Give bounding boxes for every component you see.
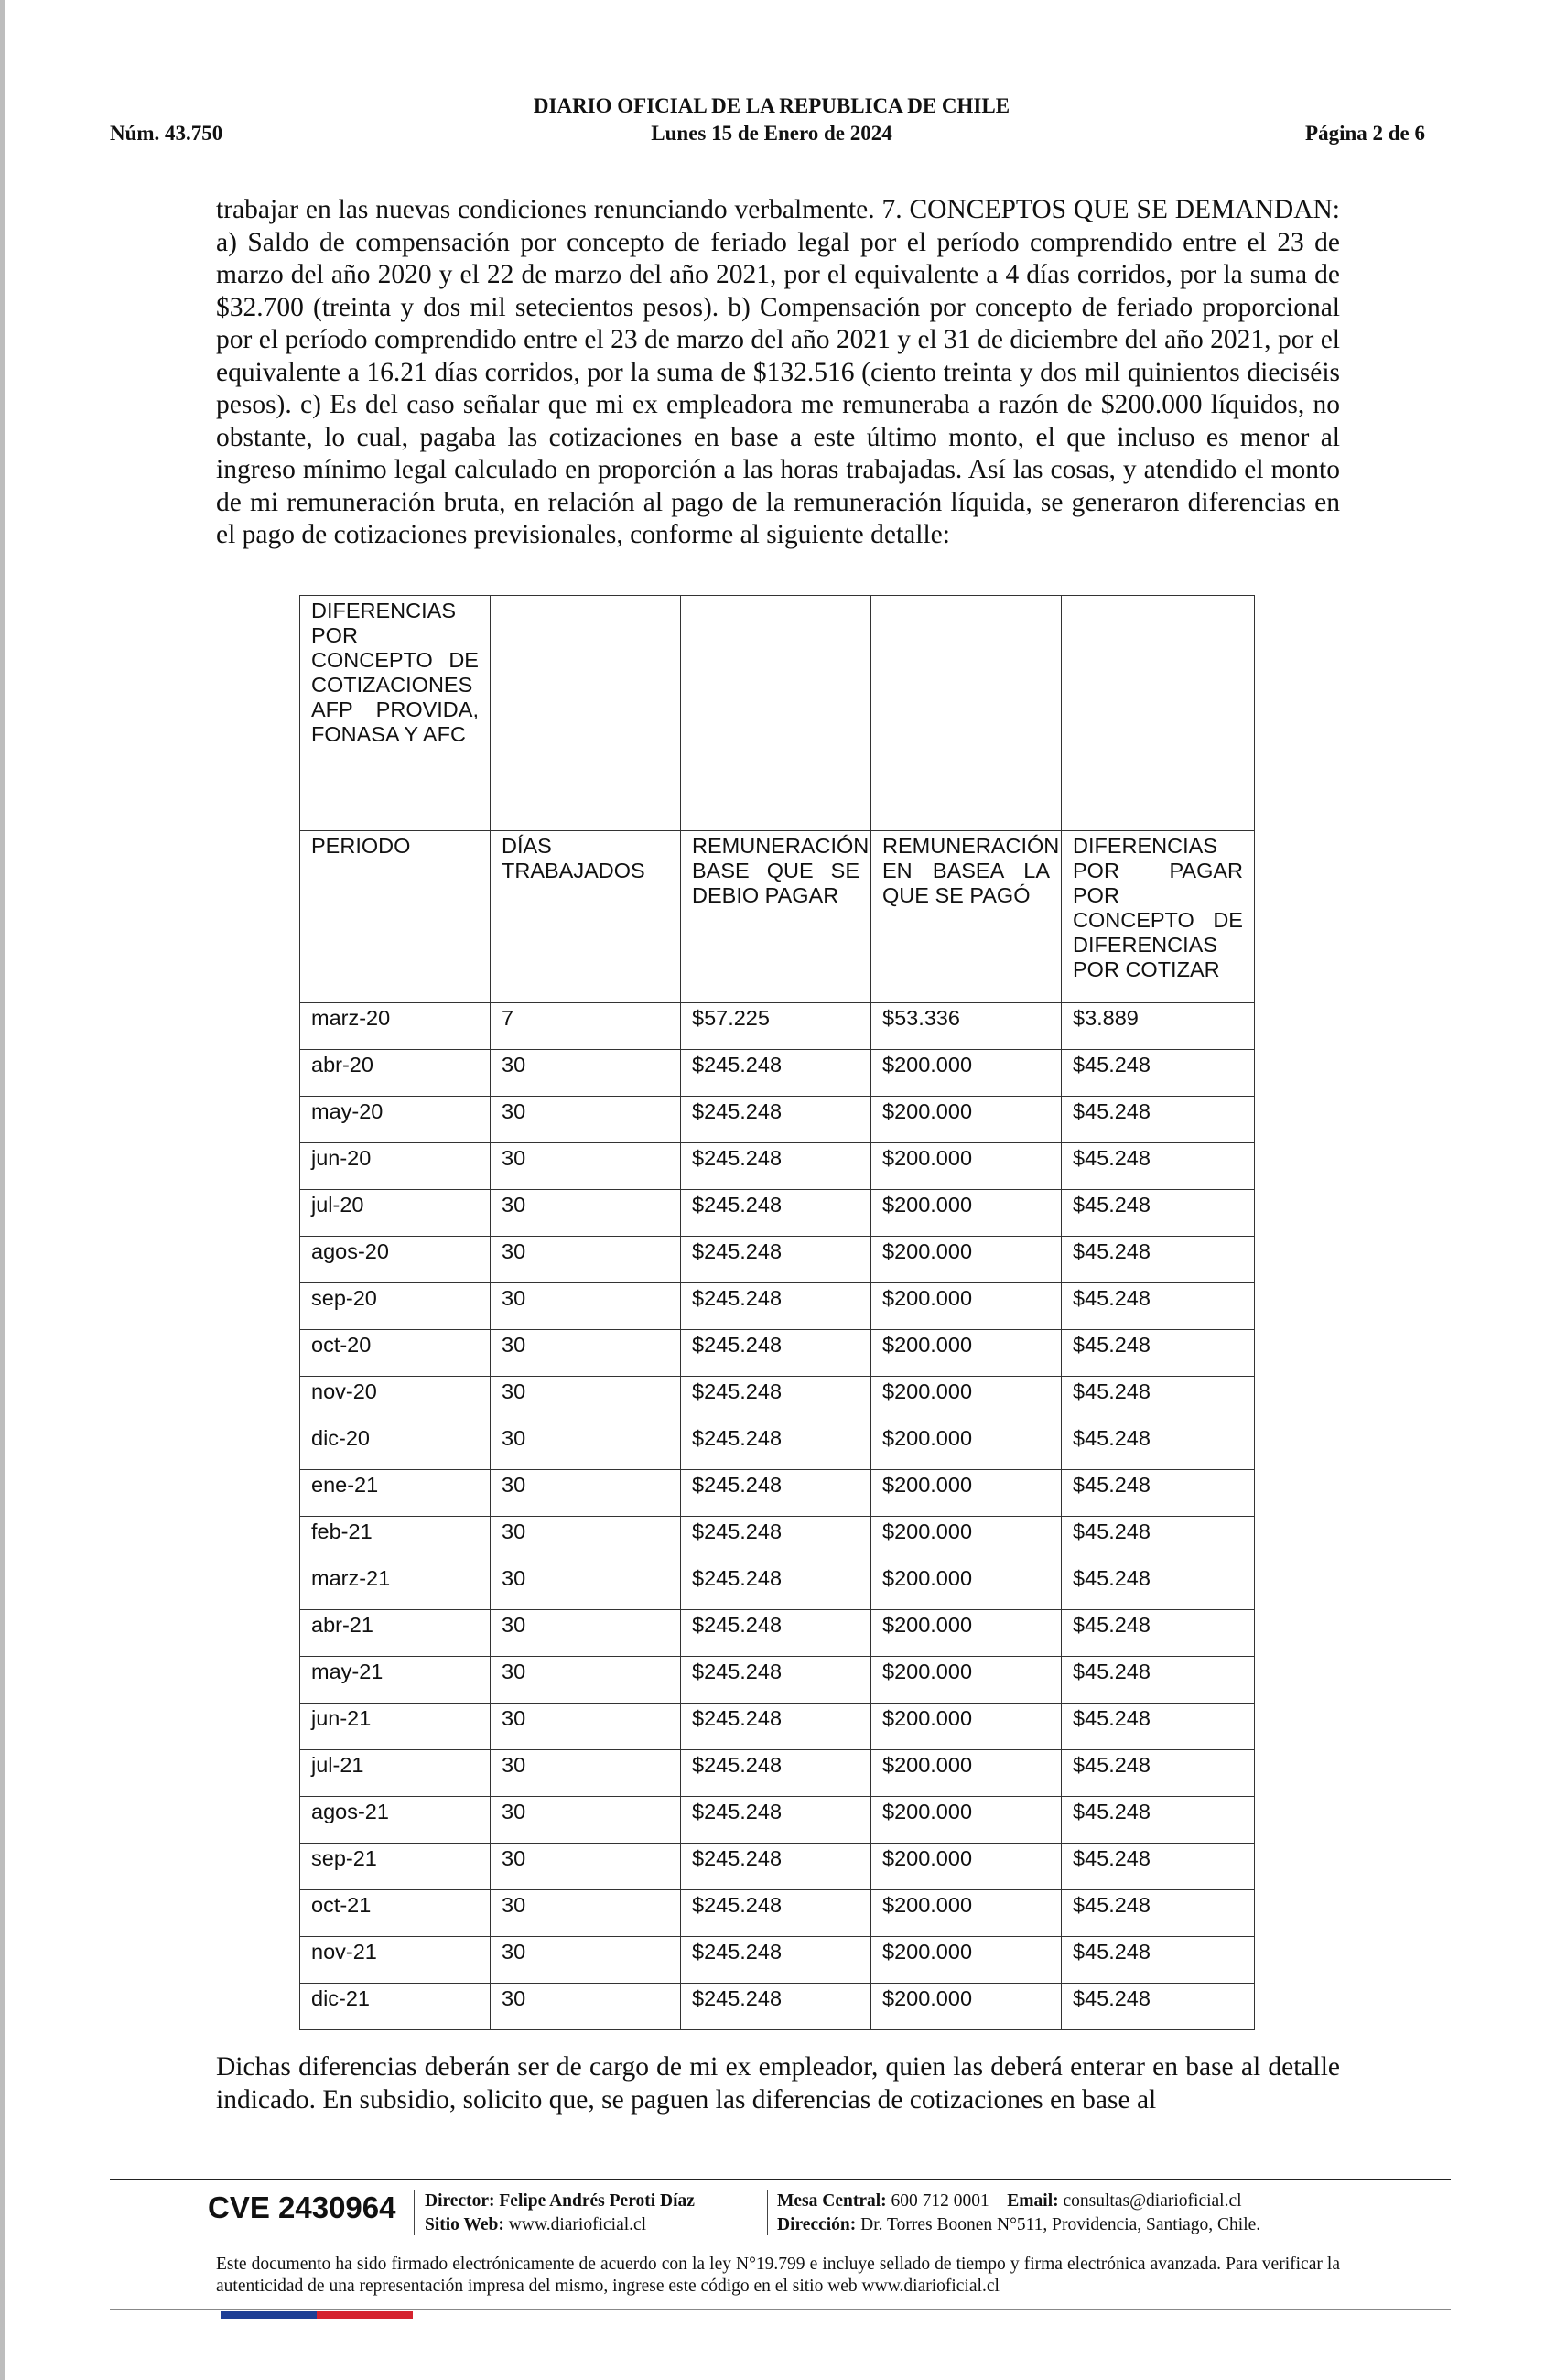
- table-cell: $200.000: [871, 1097, 1062, 1143]
- document-page: [5, 0, 1556, 2380]
- table-cell: 30: [491, 1423, 681, 1470]
- table-row: [300, 1190, 1255, 1237]
- table-cell: 30: [491, 1190, 681, 1237]
- table-cell: $245.248: [681, 1283, 871, 1330]
- table-cell: 30: [491, 1984, 681, 2030]
- table-cell: 30: [491, 1330, 681, 1377]
- table-cell: $245.248: [681, 1704, 871, 1750]
- table-cell: $200.000: [871, 1050, 1062, 1097]
- table-row: [300, 1330, 1255, 1377]
- table-cell: sep-20: [300, 1283, 491, 1330]
- table-cell: $45.248: [1062, 1190, 1255, 1237]
- footer-separator: [767, 2190, 768, 2235]
- table-cell: jul-21: [300, 1750, 491, 1797]
- phone-label: Mesa Central:: [777, 2191, 887, 2211]
- table-cell: $245.248: [681, 1750, 871, 1797]
- table-cell: $245.248: [681, 1563, 871, 1610]
- table-cell: $245.248: [681, 1423, 871, 1470]
- table-cell: dic-21: [300, 1984, 491, 2030]
- table-cell: $245.248: [681, 1237, 871, 1283]
- table-cell: $200.000: [871, 1610, 1062, 1657]
- website-link[interactable]: www.diarioficial.cl: [508, 2215, 647, 2234]
- phone-number: 600 712 0001: [891, 2191, 989, 2211]
- footer-contact-right: [777, 2190, 1260, 2237]
- table-cell: $45.248: [1062, 1097, 1255, 1143]
- table-cell: 7: [491, 1003, 681, 1050]
- newspaper-title: DIARIO OFICIAL DE LA REPUBLICA DE CHILE: [533, 94, 1010, 117]
- table-row: [300, 1143, 1255, 1190]
- table-cell: 30: [491, 1704, 681, 1750]
- table-row: [300, 1377, 1255, 1423]
- table-cell: $245.248: [681, 1610, 871, 1657]
- cve-code: CVE 2430964: [208, 2191, 396, 2224]
- table-cell: $245.248: [681, 1377, 871, 1423]
- director-name: Felipe Andrés Peroti Díaz: [499, 2191, 695, 2211]
- table-cell: $45.248: [1062, 1517, 1255, 1563]
- table-cell: $45.248: [1062, 1423, 1255, 1470]
- table-cell: $53.336: [871, 1003, 1062, 1050]
- table-cell: sep-21: [300, 1844, 491, 1890]
- table-cell: $200.000: [871, 1844, 1062, 1890]
- director-label: Director:: [425, 2191, 495, 2211]
- table-cell: $245.248: [681, 1050, 871, 1097]
- body-paragraph: trabajar en las nuevas condiciones renunciando verbalmente. 7. CONCEPTOS QUE SE DEMANDAN: a) Saldo de compensación por concepto de feriado legal por el período comprendido entre el 23 de marzo del año 2020 y el 22 de marzo del año 2021, por el equivalente a 4 días corridos, por la suma de $32.700 (treinta y dos mil setecientos pesos). b) Compensación por concepto de feriado proporcional por el período comprendido entre el 23 de marzo del año 2021 y el 31 de diciembre del año 2021, por el equivalente a 16.21 días corridos, por la suma de $132.516 (ciento treinta y dos mil quinientos dieciséis pesos). c) Es del caso señalar que mi ex empleadora me remuneraba a razón de $200.000 líquidos, no obstante, lo cual, pagaba las cotizaciones en base a este último monto, el que incluso es menor al ingreso mínimo legal calculado en proporción a las horas trabajadas. Así las cosas, y atendido el monto de mi remuneración bruta, en relación al pago de la remuneración líquida, se generaron diferencias en el pago de cotizaciones previsionales, conforme al siguiente detalle:: [216, 195, 1340, 549]
- table-cell: $45.248: [1062, 1610, 1255, 1657]
- table-cell: $245.248: [681, 1190, 871, 1237]
- table-cell: nov-21: [300, 1937, 491, 1984]
- table-cell: $45.248: [1062, 1657, 1255, 1704]
- table-cell: abr-21: [300, 1610, 491, 1657]
- table-cell: $45.248: [1062, 1750, 1255, 1797]
- column-header: DIFERENCIAS POR PAGAR POR CONCEPTO DE DIFERENCIAS POR COTIZAR: [1062, 831, 1255, 1003]
- address-label: Dirección:: [777, 2215, 857, 2234]
- table-row: [300, 1283, 1255, 1330]
- table-cell: may-21: [300, 1657, 491, 1704]
- table-cell: 30: [491, 1050, 681, 1097]
- table-cell: $245.248: [681, 1890, 871, 1937]
- table-cell: $245.248: [681, 1844, 871, 1890]
- table-cell: agos-20: [300, 1237, 491, 1283]
- table-cell: jun-21: [300, 1704, 491, 1750]
- column-header: DÍAS TRABAJADOS: [491, 831, 681, 1003]
- footer-separator: [414, 2190, 415, 2235]
- issue-date: Lunes 15 de Enero de 2024: [651, 122, 892, 145]
- table-row: [300, 1097, 1255, 1143]
- column-header: REMUNERACIÓN EN BASEA LA QUE SE PAGÓ: [871, 831, 1062, 1003]
- table-cell: $200.000: [871, 1563, 1062, 1610]
- table-cell: jun-20: [300, 1143, 491, 1190]
- table-cell: oct-21: [300, 1890, 491, 1937]
- table-cell: $45.248: [1062, 1704, 1255, 1750]
- table-cell: $45.248: [1062, 1050, 1255, 1097]
- table-title: DIFERENCIAS POR CONCEPTO DE COTIZACIONES AFP PROVIDA, FONASA Y AFC: [300, 596, 491, 831]
- table-cell: $45.248: [1062, 1984, 1255, 2030]
- table-row: [300, 1610, 1255, 1657]
- table-cell: 30: [491, 1283, 681, 1330]
- table-cell: ene-21: [300, 1470, 491, 1517]
- table-header-row: [300, 831, 1255, 1003]
- table-cell: $45.248: [1062, 1330, 1255, 1377]
- table-cell: $245.248: [681, 1517, 871, 1563]
- table-cell: $245.248: [681, 1797, 871, 1844]
- table-row: [300, 1657, 1255, 1704]
- table-cell: $200.000: [871, 1517, 1062, 1563]
- table-cell: 30: [491, 1563, 681, 1610]
- table-cell: $200.000: [871, 1283, 1062, 1330]
- table-row: [300, 1470, 1255, 1517]
- table-cell: 30: [491, 1750, 681, 1797]
- table-row: [300, 1517, 1255, 1563]
- table-cell: 30: [491, 1517, 681, 1563]
- table-cell: $245.248: [681, 1097, 871, 1143]
- table-cell: oct-20: [300, 1330, 491, 1377]
- table-row: [300, 1937, 1255, 1984]
- table-cell: $200.000: [871, 1704, 1062, 1750]
- table-cell: $200.000: [871, 1890, 1062, 1937]
- website-label: Sitio Web:: [425, 2215, 504, 2234]
- table-row: [300, 1704, 1255, 1750]
- table-row: [300, 1563, 1255, 1610]
- table-cell: $57.225: [681, 1003, 871, 1050]
- table-row: [300, 1237, 1255, 1283]
- table-cell: $245.248: [681, 1937, 871, 1984]
- table-cell: $200.000: [871, 1750, 1062, 1797]
- table-cell: dic-20: [300, 1423, 491, 1470]
- table-cell: feb-21: [300, 1517, 491, 1563]
- table-cell: 30: [491, 1377, 681, 1423]
- table-cell: 30: [491, 1890, 681, 1937]
- table-cell: $45.248: [1062, 1937, 1255, 1984]
- table-row: [300, 1003, 1255, 1050]
- table-cell: $45.248: [1062, 1237, 1255, 1283]
- legal-note: Este documento ha sido firmado electrónicamente de acuerdo con la ley N°19.799 e incluye sellado de tiempo y firma electrónica avanzada. Para verificar la autenticidad de una representación impresa del mismo, ingrese este código en el sitio web www.diarioficial.cl: [216, 2255, 1340, 2296]
- table-cell: 30: [491, 1097, 681, 1143]
- table-cell: $3.889: [1062, 1003, 1255, 1050]
- table-cell: $45.248: [1062, 1470, 1255, 1517]
- table-cell: $200.000: [871, 1984, 1062, 2030]
- table-cell: $200.000: [871, 1237, 1062, 1283]
- table-cell: marz-21: [300, 1563, 491, 1610]
- table-cell: jul-20: [300, 1190, 491, 1237]
- contributions-table: [299, 595, 1255, 2030]
- table-cell: $200.000: [871, 1937, 1062, 1984]
- table-cell: $45.248: [1062, 1563, 1255, 1610]
- table-row: [300, 1750, 1255, 1797]
- table-cell: may-20: [300, 1097, 491, 1143]
- issue-number: Núm. 43.750: [110, 122, 223, 145]
- email-label: Email:: [1007, 2191, 1059, 2211]
- table-cell: $245.248: [681, 1657, 871, 1704]
- footer-divider: [110, 2309, 1451, 2310]
- table-row: [300, 1423, 1255, 1470]
- flag-bar-red: [317, 2311, 413, 2319]
- column-header: REMUNERACIÓN BASE QUE SE DEBIO PAGAR: [681, 831, 871, 1003]
- table-cell: $45.248: [1062, 1283, 1255, 1330]
- table-cell: 30: [491, 1657, 681, 1704]
- flag-bar-blue: [221, 2311, 317, 2319]
- table-cell: $45.248: [1062, 1890, 1255, 1937]
- footer-divider: [110, 2179, 1451, 2180]
- table-cell: 30: [491, 1844, 681, 1890]
- table-cell: $45.248: [1062, 1377, 1255, 1423]
- email-link[interactable]: consultas@diarioficial.cl: [1063, 2191, 1242, 2211]
- table-cell: $45.248: [1062, 1844, 1255, 1890]
- table-title-row: [300, 596, 1255, 831]
- table-cell: 30: [491, 1937, 681, 1984]
- table-cell: agos-21: [300, 1797, 491, 1844]
- table-cell: 30: [491, 1237, 681, 1283]
- table-cell: marz-20: [300, 1003, 491, 1050]
- table-cell: $245.248: [681, 1143, 871, 1190]
- table-cell: $45.248: [1062, 1797, 1255, 1844]
- table-cell: $245.248: [681, 1330, 871, 1377]
- column-header: PERIODO: [300, 831, 491, 1003]
- body-paragraph: Dichas diferencias deberán ser de cargo de mi ex empleador, quien las deberá enterar en base al detalle indicado. En subsidio, solicito que, se paguen las diferencias de cotizaciones en base al: [216, 2052, 1340, 2115]
- table-cell: $200.000: [871, 1377, 1062, 1423]
- table-cell: $245.248: [681, 1984, 871, 2030]
- table-row: [300, 1844, 1255, 1890]
- table-row: [300, 1984, 1255, 2030]
- table-cell: $200.000: [871, 1190, 1062, 1237]
- table-cell: $245.248: [681, 1470, 871, 1517]
- table-cell: $200.000: [871, 1797, 1062, 1844]
- table-row: [300, 1797, 1255, 1844]
- table-cell: $200.000: [871, 1143, 1062, 1190]
- table-cell: $200.000: [871, 1330, 1062, 1377]
- table-cell: 30: [491, 1610, 681, 1657]
- table-cell: abr-20: [300, 1050, 491, 1097]
- table-cell: nov-20: [300, 1377, 491, 1423]
- table-row: [300, 1050, 1255, 1097]
- table-cell: 30: [491, 1470, 681, 1517]
- table-cell: $45.248: [1062, 1143, 1255, 1190]
- table-row: [300, 1890, 1255, 1937]
- address: Dr. Torres Boonen N°511, Providencia, Santiago, Chile.: [860, 2215, 1261, 2234]
- footer-contact-left: [425, 2190, 695, 2237]
- table-cell: $200.000: [871, 1470, 1062, 1517]
- table-cell: 30: [491, 1143, 681, 1190]
- table-cell: 30: [491, 1797, 681, 1844]
- table-cell: $200.000: [871, 1657, 1062, 1704]
- table-cell: $200.000: [871, 1423, 1062, 1470]
- page-indicator: Página 2 de 6: [1305, 122, 1425, 145]
